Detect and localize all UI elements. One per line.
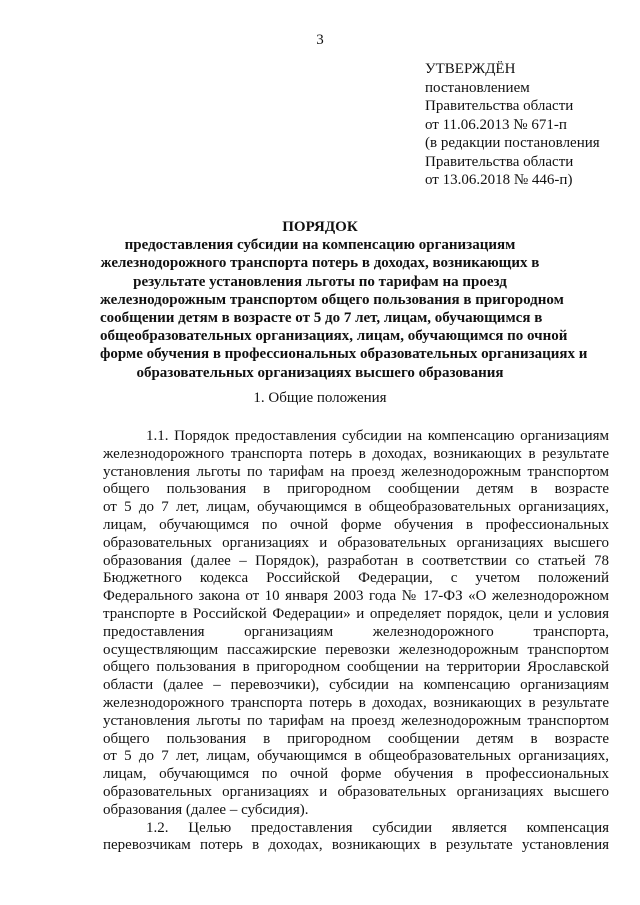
body-line: образовательных организациях и образовательных организациях высшего (103, 534, 609, 551)
title-line: общеобразовательных организациях, лицам, обучающимся по очной (100, 328, 568, 345)
approval-line: от 13.06.2018 № 446-п) (425, 172, 573, 188)
body-line: лицам, обучающимся по очной форме обучения в профессиональных (103, 516, 609, 533)
body-line: перевозчикам потерь в доходах, возникающих в результате установления (103, 837, 609, 854)
title-line: предоставления субсидии на компенсацию организациям (124, 237, 516, 254)
title-line: форме обучения в профессиональных образовательных организациях и (100, 346, 588, 363)
body-line: общего пользования в пригородном сообщении детям в возрасте (103, 730, 609, 747)
body-line: общего пользования в пригородном сообщении детям в возрасте (103, 481, 609, 498)
body-line: транспорте в Российской Федерации» и определяет порядок, цели и условия (103, 605, 609, 622)
section-heading: 1. Общие положения (253, 390, 387, 406)
document-title (100, 218, 588, 382)
title-line: железнодорожным транспортом общего пользования в пригородном (100, 291, 564, 308)
approval-heading: УТВЕРЖДЁН (425, 61, 516, 77)
body-line: железнодорожного транспорта потерь в доходах, возникающих в результате (103, 694, 609, 711)
approval-line: (в редакции постановления (425, 135, 600, 151)
body-line: установления льготы по тарифам на проезд железнодорожным транспортом (103, 463, 609, 480)
body-text (103, 428, 609, 855)
title-line: образовательных организациях высшего образования (136, 364, 504, 381)
body-line: общего пользования в пригородном сообщении на территории Ярославской (103, 659, 609, 676)
paragraph-1-2-start: 1.2. Целью предоставления субсидии является компенсация (146, 819, 609, 836)
page-number: 3 (316, 32, 324, 48)
body-line: области (далее – перевозчики), субсидии на компенсацию организациям (103, 677, 609, 694)
body-line: Бюджетного кодекса Российской Федерации, с учетом положений (103, 570, 609, 587)
title-line: железнодорожного транспорта потерь в доходах, возникающих в (100, 255, 540, 272)
body-line: установления льготы по тарифам на проезд железнодорожным транспортом (103, 712, 609, 729)
approval-line: от 11.06.2013 № 671-п (425, 116, 567, 133)
body-line: предоставления организациям железнодорожного транспорта, (103, 623, 609, 640)
body-line: железнодорожного транспорта потерь в доходах, возникающих в результате (103, 445, 609, 462)
body-line: образования (далее – Порядок), разработан в соответствии со статьей 78 (103, 552, 609, 569)
body-line: от 5 до 7 лет, лицам, обучающимся в общеобразовательных организациях, (103, 748, 609, 765)
body-line: Федерального закона от 10 января 2003 года № 17-ФЗ «О железнодорожном (103, 588, 609, 605)
body-line: от 5 до 7 лет, лицам, обучающимся в общеобразовательных организациях, (103, 499, 609, 516)
body-line: образования (далее – субсидия). (103, 801, 309, 818)
approval-stamp (425, 60, 600, 190)
approval-line: постановлением (425, 79, 530, 96)
title-main: ПОРЯДОК (282, 219, 358, 235)
title-line: сообщении детям в возрасте от 5 до 7 лет, лицам, обучающимся в (100, 310, 543, 327)
body-line: образовательных организациях и образовательных организациях высшего (103, 783, 609, 800)
approval-line: Правительства области (425, 153, 574, 170)
body-line: осуществляющим пассажирские перевозки железнодорожным транспортом (103, 641, 609, 658)
title-line: результате установления льготы по тарифам на проезд (133, 273, 507, 290)
approval-line: Правительства области (425, 98, 574, 114)
paragraph-1-1-start: 1.1. Порядок предоставления субсидии на компенсацию организациям (146, 428, 609, 444)
body-line: лицам, обучающимся по очной форме обучения в профессиональных (103, 766, 609, 783)
